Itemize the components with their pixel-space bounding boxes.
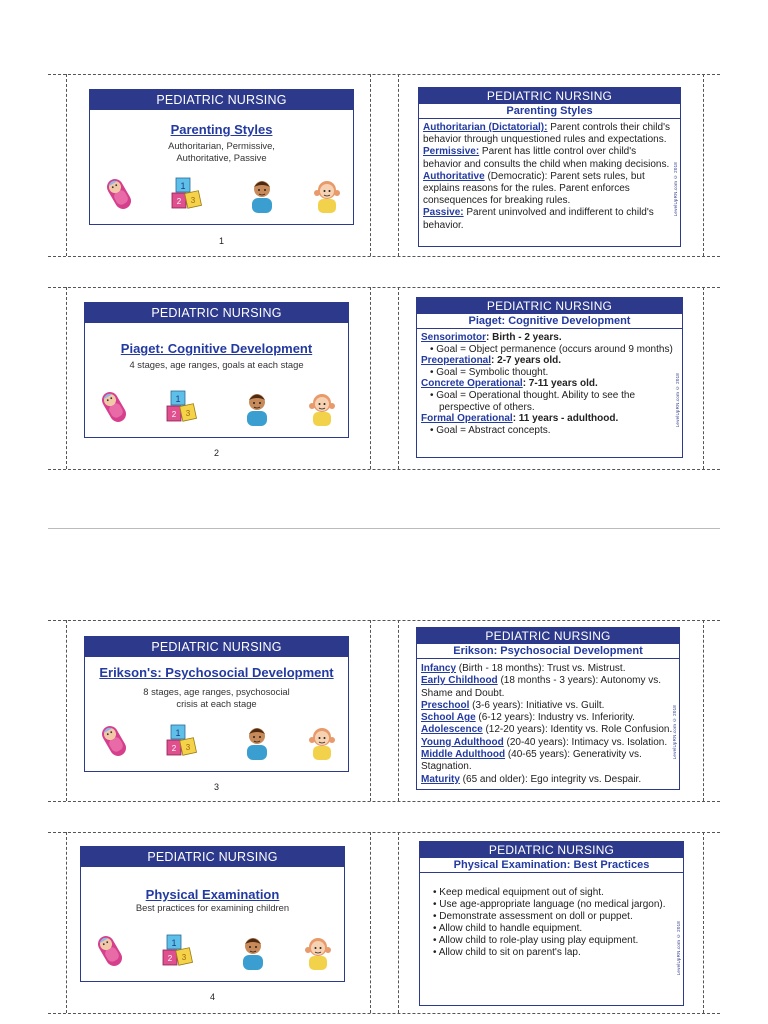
- card-title: Physical Examination: [145, 887, 280, 902]
- girl-icon: [303, 932, 333, 975]
- svg-text:3: 3: [185, 743, 191, 752]
- card-1-front: [89, 89, 354, 225]
- card-number: 4: [210, 992, 216, 1002]
- card-back-title: Parenting Styles: [419, 104, 680, 119]
- card-2-front: [84, 302, 349, 438]
- illustration-row: [90, 178, 353, 218]
- card-back-body: Infancy (Birth - 18 months): Trust vs. Mistrust. Early Childhood (18 months - 3 years): Autonomy vs. Shame and Doubt. Preschool (3-6 years): Initiative vs. Guilt. School Age (6-12 years): Industry vs. Inferiority. Adolescence (12-20 years): Identity vs. Role Confusion. Young Adulthood (20-40 years): Intimacy vs. Isolation. Middle Adulthood (40-65 years): Generativity vs. Stagnation. Maturity (65 and older): Ego integrity vs. Despair.: [421, 663, 673, 785]
- card-4-back: [419, 841, 684, 1006]
- watermark: LevelUpRN.com © 2018: [676, 920, 681, 975]
- svg-text:1: 1: [175, 394, 181, 404]
- svg-text:1: 1: [175, 728, 181, 738]
- illustration-row: [85, 391, 348, 431]
- svg-text:2: 2: [167, 954, 173, 963]
- card-header: PEDIATRIC NURSING: [419, 88, 680, 104]
- girl-icon: [307, 388, 337, 431]
- card-header: PEDIATRIC NURSING: [85, 637, 348, 657]
- card-back-body: Sensorimotor: Birth - 2 years. • Goal = Object permanence (occurs around 9 months) Preoperational: 2-7 years old. • Goal = Symbolic thought. Concrete Operational: 7-11 years old. • Goal = Operational thought. Ability to see the perspective of others. Formal Operational: 11 years - adulthood. • Goal = Abstract concepts.: [417, 329, 682, 436]
- baby-icon: [97, 388, 131, 431]
- card-2-back: [416, 297, 683, 458]
- watermark: LevelUpRN.com © 2018: [672, 704, 677, 759]
- card-1-back: [418, 87, 681, 247]
- card-header: PEDIATRIC NURSING: [90, 90, 353, 110]
- card-title: Piaget: Cognitive Development: [120, 341, 313, 356]
- card-number: 3: [214, 782, 220, 792]
- card-header: PEDIATRIC NURSING: [417, 628, 679, 644]
- card-3-back: [416, 627, 680, 790]
- card-title: Erikson's: Psychosocial Development: [99, 665, 334, 680]
- svg-text:2: 2: [171, 410, 177, 419]
- card-subtitle: 4 stages, age ranges, goals at each stage: [129, 359, 304, 370]
- baby-icon: [97, 722, 131, 765]
- card-number: 1: [219, 236, 225, 246]
- abc-blocks-icon: [170, 177, 206, 218]
- girl-icon: [307, 722, 337, 765]
- boy-icon: [242, 388, 272, 431]
- svg-text:3: 3: [181, 953, 187, 962]
- card-back-title: Erikson: Psychosocial Development: [417, 644, 679, 659]
- card-back-body: Authoritarian (Dictatorial): Parent controls their child's behavior through unquestioned rules and expectations. Permissive: Parent has little control over child's behavior and consults the child when making decisions. Authoritative (Democratic): Parent sets rules, but explains reasons for the rules. Parent enforces consequences for breaking rules. Passive: Parent uninvolved and indifferent to child's behavior.: [423, 122, 670, 231]
- abc-blocks-icon: [161, 934, 197, 975]
- svg-text:2: 2: [176, 197, 182, 206]
- card-header: PEDIATRIC NURSING: [85, 303, 348, 323]
- card-subtitle: 8 stages, age ranges, psychosocial crisis at each stage: [143, 686, 290, 709]
- svg-text:2: 2: [171, 744, 177, 753]
- card-back-body: • Keep medical equipment out of sight. • Use age-appropriate language (no medical jargon). • Demonstrate assessment on doll or puppet. • Allow child to handle equipment. • Allow child to role-play using play equipment. • Allow child to sit on parent's lap.: [420, 873, 683, 959]
- card-header: PEDIATRIC NURSING: [81, 847, 344, 867]
- card-4-front: [80, 846, 345, 982]
- svg-text:3: 3: [190, 196, 196, 205]
- card-header: PEDIATRIC NURSING: [420, 842, 683, 858]
- watermark: LevelUpRN.com © 2018: [673, 161, 678, 216]
- card-subtitle: Best practices for examining children: [135, 902, 290, 913]
- card-subtitle: Authoritarian, Permissive, Authoritative, Passive: [168, 140, 275, 163]
- card-title: Parenting Styles: [170, 122, 273, 137]
- baby-icon: [93, 932, 127, 975]
- svg-text:1: 1: [180, 181, 186, 191]
- card-3-front: [84, 636, 349, 772]
- boy-icon: [242, 722, 272, 765]
- card-back-title: Piaget: Cognitive Development: [417, 314, 682, 329]
- abc-blocks-icon: [165, 724, 201, 765]
- girl-icon: [312, 175, 342, 218]
- boy-icon: [238, 932, 268, 975]
- baby-icon: [102, 175, 136, 218]
- illustration-row: [81, 935, 344, 975]
- watermark: LevelUpRN.com © 2018: [675, 372, 680, 427]
- page-divider: [48, 528, 720, 529]
- card-number: 2: [214, 448, 220, 458]
- abc-blocks-icon: [165, 390, 201, 431]
- card-header: PEDIATRIC NURSING: [417, 298, 682, 314]
- svg-text:3: 3: [185, 409, 191, 418]
- illustration-row: [85, 725, 348, 765]
- boy-icon: [247, 175, 277, 218]
- card-back-title: Physical Examination: Best Practices: [420, 858, 683, 873]
- svg-text:1: 1: [171, 938, 177, 948]
